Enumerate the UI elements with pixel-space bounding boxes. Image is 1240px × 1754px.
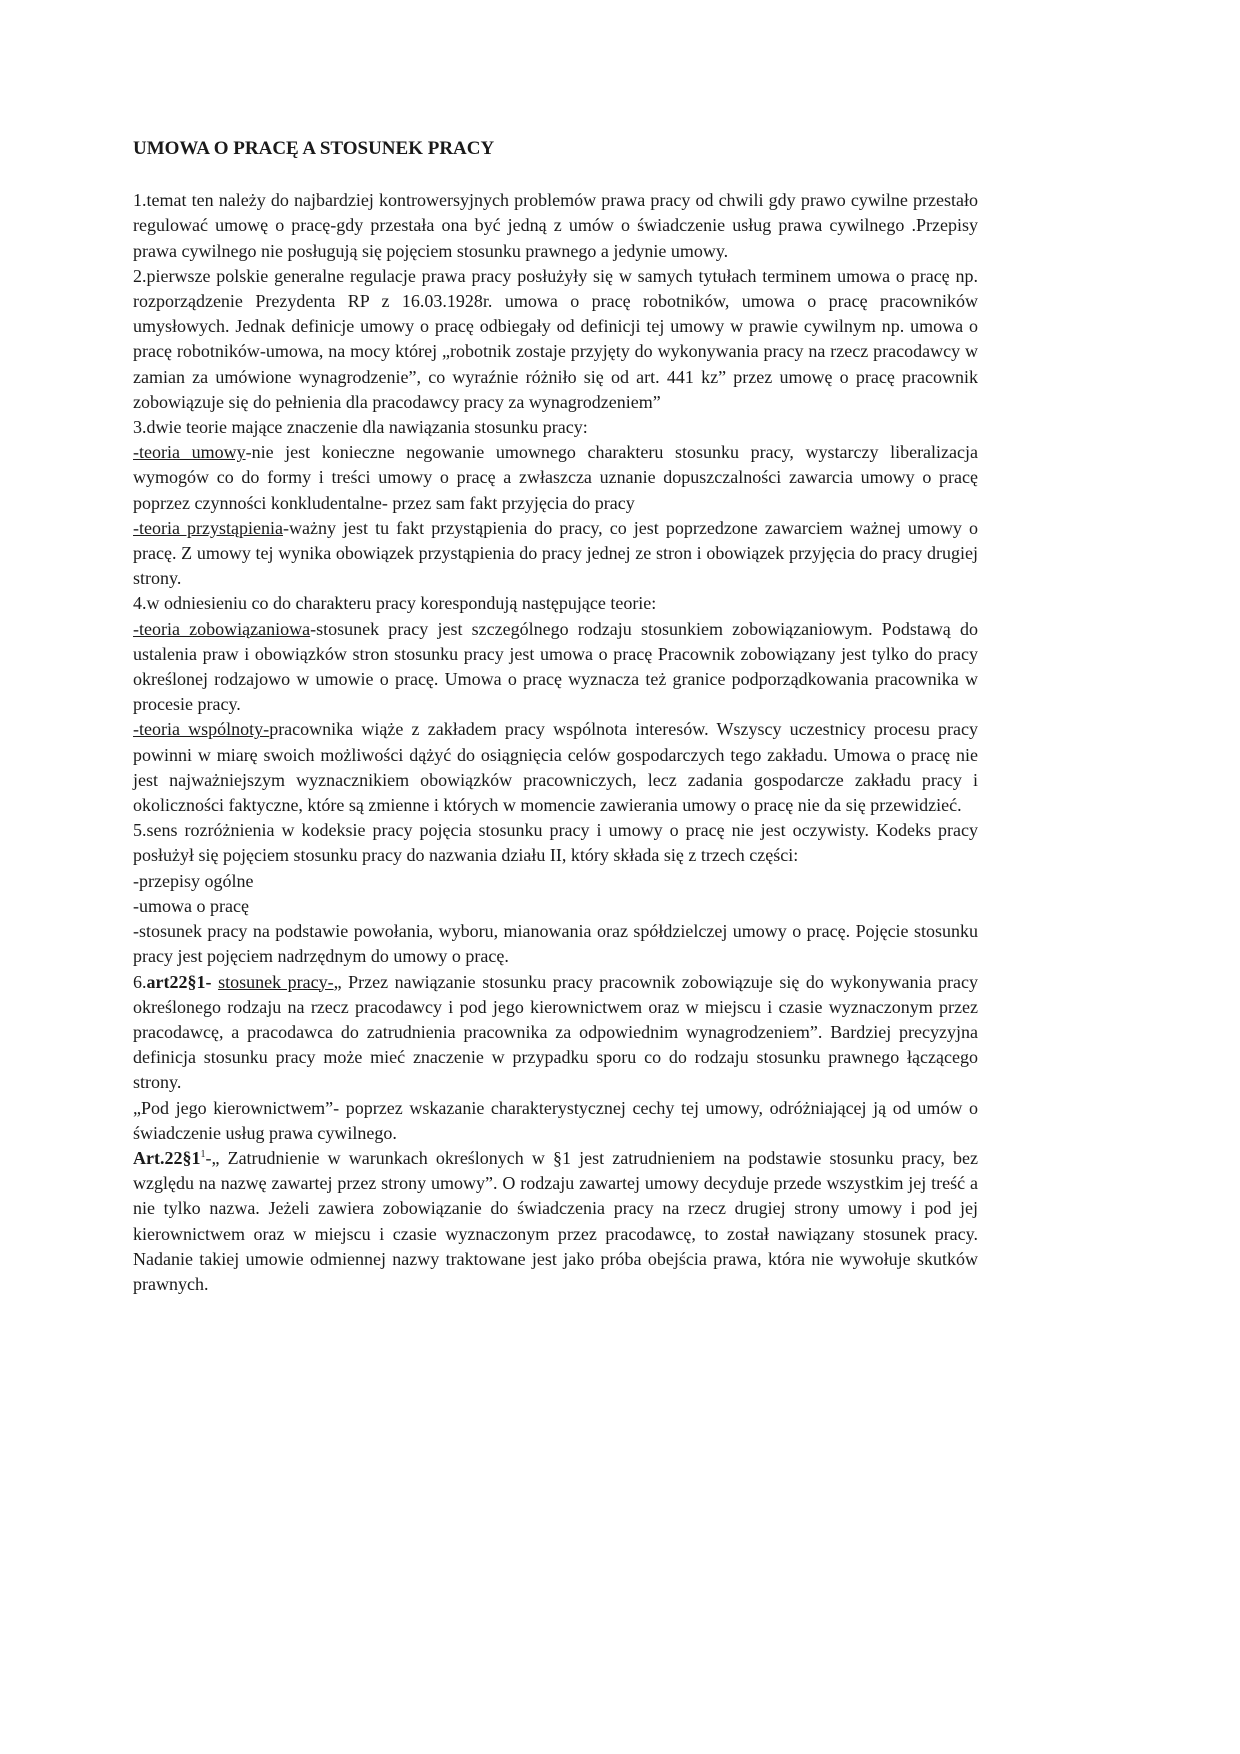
text-segment: 2.pierwsze polskie generalne regulacje prawa pracy posłużyły się w samych tytułach terminem umowa o pracę np. rozporządzenie Prezydenta RP z 16.03.1928r. umowa o pracę robotników, umowa o pracę pracowników umysłowych. Jednak definicje umowy o pracę odbiegały od definicji tej umowy w prawie cywilnym np. umowa o pracę robotników-umowa, na mocy której „robotnik zostaje przyjęty do wykonywania pracy na rzecz pracodawcy w zamian za umówione wynagrodzenie”, co wyraźnie różniło się od art. 441 kz” przez umowę o pracę pracownik zobowiązuje się do pełnienia dla pracodawcy pracy za wynagrodzeniem”: [133, 265, 978, 412]
bold-reference: Art.22§1: [133, 1147, 201, 1168]
text-segment: -nie jest konieczne negowanie umownego charakteru stosunku pracy, wystarczy liberalizacja wymogów co do formy i treści umowy o pracę a zwłaszcza uznanie dopuszczalności zawarcia umowy o pracę poprzez czynności konkludentalne- przez sam fakt przyjęcia do pracy: [133, 442, 979, 513]
paragraph: [133, 264, 978, 415]
text-segment: 5.sens rozróżnienia w kodeksie pracy pojęcia stosunku pracy i umowy o pracę nie jest oczywisty. Kodeks pracy posłużył się pojęciem stosunku pracy do nazwania działu II, który składa się z trzech części:: [133, 820, 978, 866]
paragraph: [133, 1096, 978, 1146]
text-segment: pracownika wiąże z zakładem pracy wspólnota interesów. Wszyscy uczestnicy procesu pracy powinni w miarę swoich możliwości dążyć do osiągnięcia celów gospodarczych tego zakładu. Umowa o pracę nie jest najważniejszym wyznacznikiem obowiązków pracowniczych, lecz zadania gospodarcze zakładu pracy i okoliczności faktyczne, które są zmienne i których w momencie zawierania umowy o pracę nie da się przewidzieć.: [133, 719, 978, 816]
text-segment: -przepisy ogólne: [133, 870, 254, 891]
paragraph: [133, 869, 978, 894]
text-segment: -„ Zatrudnienie w warunkach określonych w §1 jest zatrudnieniem na podstawie stosunku pracy, bez względu na nazwę zawartej przez strony umowy”. O rodzaju zawartej umowy decyduje przede wszystkim jej treść a nie tylko nazwa. Jeżeli zawiera zobowiązanie do świadczenia pracy na rzecz drugiej strony umowy i pod jej kierownictwem oraz w miejscu i czasie wyznaczonym przez pracodawcę, to został nawiązany stosunek pracy. Nadanie takiej umowie odmiennej nazwy traktowane jest jako próba obejścia prawa, która nie wywołuje skutków prawnych.: [133, 1147, 978, 1294]
text-segment: 1.temat ten należy do najbardziej kontrowersyjnych problemów prawa pracy od chwili gdy prawo cywilne przestało regulować umowę o pracę-gdy przestała ona być jedną z umów o świadczenie usług prawa cywilnego .Przepisy prawa cywilnego nie posługują się pojęciem stosunku prawnego a jedynie umowy.: [133, 190, 978, 261]
paragraph: [133, 818, 978, 868]
underlined-term: -teoria wspólnoty-: [133, 719, 270, 740]
paragraph: [133, 894, 978, 919]
document-title: UMOWA O PRACĘ A STOSUNEK PRACY: [133, 138, 495, 159]
text-segment: -ważny jest tu fakt przystąpienia do pracy, co jest poprzedzone zawarciem ważnej umowy o pracę. Z umowy tej wynika obowiązek przystąpienia do pracy jednej ze stron i obowiązek przyjęcia do pracy drugiej strony.: [133, 517, 978, 589]
paragraph: [133, 188, 978, 264]
superscript: 1: [200, 1148, 206, 1160]
underlined-term: -teoria przystąpienia: [133, 517, 283, 538]
paragraph: [133, 440, 978, 516]
text-segment: -stosunek pracy jest szczególnego rodzaju stosunkiem zobowiązaniowym. Podstawą do ustalenia praw i obowiązków stron stosunku pracy jest umowa o pracę Pracownik zobowiązany jest tylko do pracy określonej rodzajowo w umowie o pracę. Umowa o pracę wyznacza też granice podporządkowania pracownika w procesie pracy.: [133, 618, 978, 715]
paragraph: [133, 970, 978, 1096]
paragraph: [133, 717, 978, 818]
underlined-term: -teoria umowy: [133, 442, 246, 463]
document-page: [133, 136, 978, 1297]
text-segment: „Pod jego kierownictwem”- poprzez wskazanie charakterystycznej cechy tej umowy, odróżniającej ją od umów o świadczenie usług prawa cywilnego.: [133, 1097, 978, 1143]
document-body: [133, 188, 978, 1297]
underlined-term: -teoria zobowiązaniowa: [133, 618, 311, 639]
paragraph: [133, 516, 978, 592]
bold-reference: art22§1-: [146, 971, 212, 992]
text-segment: 4.w odniesieniu co do charakteru pracy korespondują następujące teorie:: [133, 593, 657, 614]
paragraph: [133, 919, 978, 969]
text-segment: -stosunek pracy na podstawie powołania, wyboru, mianowania oraz spółdzielczej umowy o pracę. Pojęcie stosunku pracy jest pojęciem nadrzędnym do umowy o pracę.: [133, 921, 978, 967]
text-segment: 6.: [133, 971, 147, 992]
paragraph: [133, 591, 978, 616]
paragraph: [133, 1146, 978, 1297]
text-segment: -umowa o pracę: [133, 895, 249, 916]
text-segment: „ Przez nawiązanie stosunku pracy pracownik zobowiązuje się do wykonywania pracy określonego rodzaju na rzecz pracodawcy i pod jego kierownictwem oraz w miejscu i czasie wyznaczonym przez pracodawcę, a pracodawca do zatrudnienia pracownika za odpowiednim wynagrodzeniem”. Bardziej precyzyjna definicja stosunku pracy może mieć znaczenie w przypadku sporu co do rodzaju stosunku prawnego łączącego strony.: [133, 971, 979, 1093]
underlined-term: stosunek pracy-: [218, 971, 334, 992]
paragraph: [133, 415, 978, 440]
text-segment: 3.dwie teorie mające znaczenie dla nawiązania stosunku pracy:: [133, 417, 588, 438]
paragraph: [133, 617, 978, 718]
